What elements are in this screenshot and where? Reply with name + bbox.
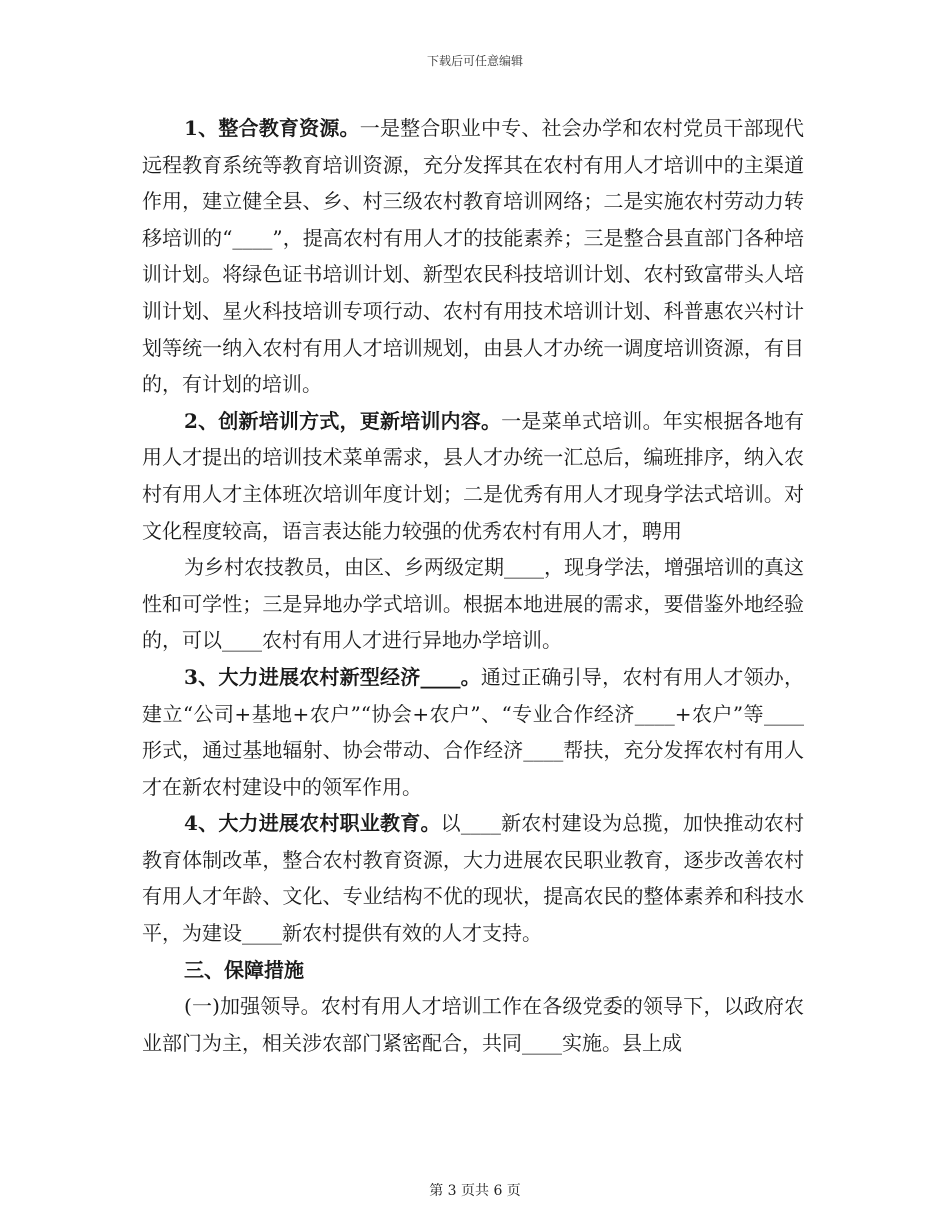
page-footer: 第 3 页共 6 页 <box>429 1183 521 1199</box>
section-heading: 三、保障措施 <box>184 957 304 982</box>
page-header: 下载后可任意编辑 <box>426 54 523 68</box>
paragraph-3 <box>142 659 804 805</box>
paragraph-text: 农村有用人才培训工作在各级党委的领导下，以政府农业部门为主，相关涉农部门紧密配合，共同____实施。县上成 <box>142 994 805 1055</box>
paragraph-text: 以____新农村建设为总揽，加快推动农村教育体制改革，整合农村教育资源，大力进展农民职业教育，逐步改善农村有用人才年龄、文化、专业结构不优的现状，提高农民的整体素养和科技水平，为建设____新农村提供有效的人才支持。 <box>142 811 805 946</box>
paragraph-title: 大力进展农村新型经济____。 <box>218 664 481 689</box>
paragraph-text: 一是整合职业中专、社会办学和农村党员干部现代远程教育系统等教育培训资源，充分发挥其在农村有用人才培训中的主渠道作用，建立健全县、乡、村三级农村教育培训网络；二是实施农村劳动力转移培训的“____”，提高农村有用人才的技能素养；三是整合县直部门各种培训计划。将绿色证书培训计划、新型农民科技培训计划、农村致富带头人培训计划、星火科技培训专项行动、农村有用技术培训计划、科普惠农兴村计划等统一纳入农村有用人才培训规划，由县人才办统一调度培训资源，有目的，有计划的培训。 <box>142 116 805 397</box>
paragraph-text: 为乡村农技教员，由区、乡两级定期____，现身学法，增强培训的真这性和可学性；三是异地办学式培训。根据本地进展的需求，要借鉴外地经验的，可以____农村有用人才进行异地办学培训。 <box>142 555 804 653</box>
paragraph-title: (一)加强领导。 <box>184 994 321 1019</box>
paragraph-number: 1、 <box>184 116 219 140</box>
paragraph-text: 一是菜单式培训。年实根据各地有用人才提出的培训技术菜单需求，县人才办统一汇总后，编班排序，纳入农村有用人才主体班次培训年度计划；二是优秀有用人才现身学法式培训。对文化程度较高，语言表达能力较强的优秀农村有用人才，聘用 <box>142 408 805 543</box>
paragraph-title: 创新培训方式，更新培训内容。 <box>218 408 502 433</box>
paragraph-title: 整合教育资源。 <box>218 116 360 140</box>
paragraph-1 <box>142 110 804 403</box>
paragraph-5 <box>142 988 804 1061</box>
paragraph-2-continued <box>142 549 804 659</box>
paragraph-text: 通过正确引导，农村有用人才领办，建立“公司+基地+农户”“协会+农户”、“专业合作经济____+农户”等____形式，通过基地辐射、协会带动、合作经济____帮扶，充分发挥农村有用人才在新农村建设中的领军作用。 <box>142 664 805 799</box>
paragraph-number: 2、 <box>184 408 219 433</box>
paragraph-number: 3、 <box>184 664 219 689</box>
paragraph-4 <box>142 805 804 951</box>
paragraph-title: 大力进展农村职业教育。 <box>218 811 441 836</box>
paragraph-number: 4、 <box>184 811 219 836</box>
paragraph-2 <box>142 403 804 549</box>
document-body <box>142 110 804 1061</box>
